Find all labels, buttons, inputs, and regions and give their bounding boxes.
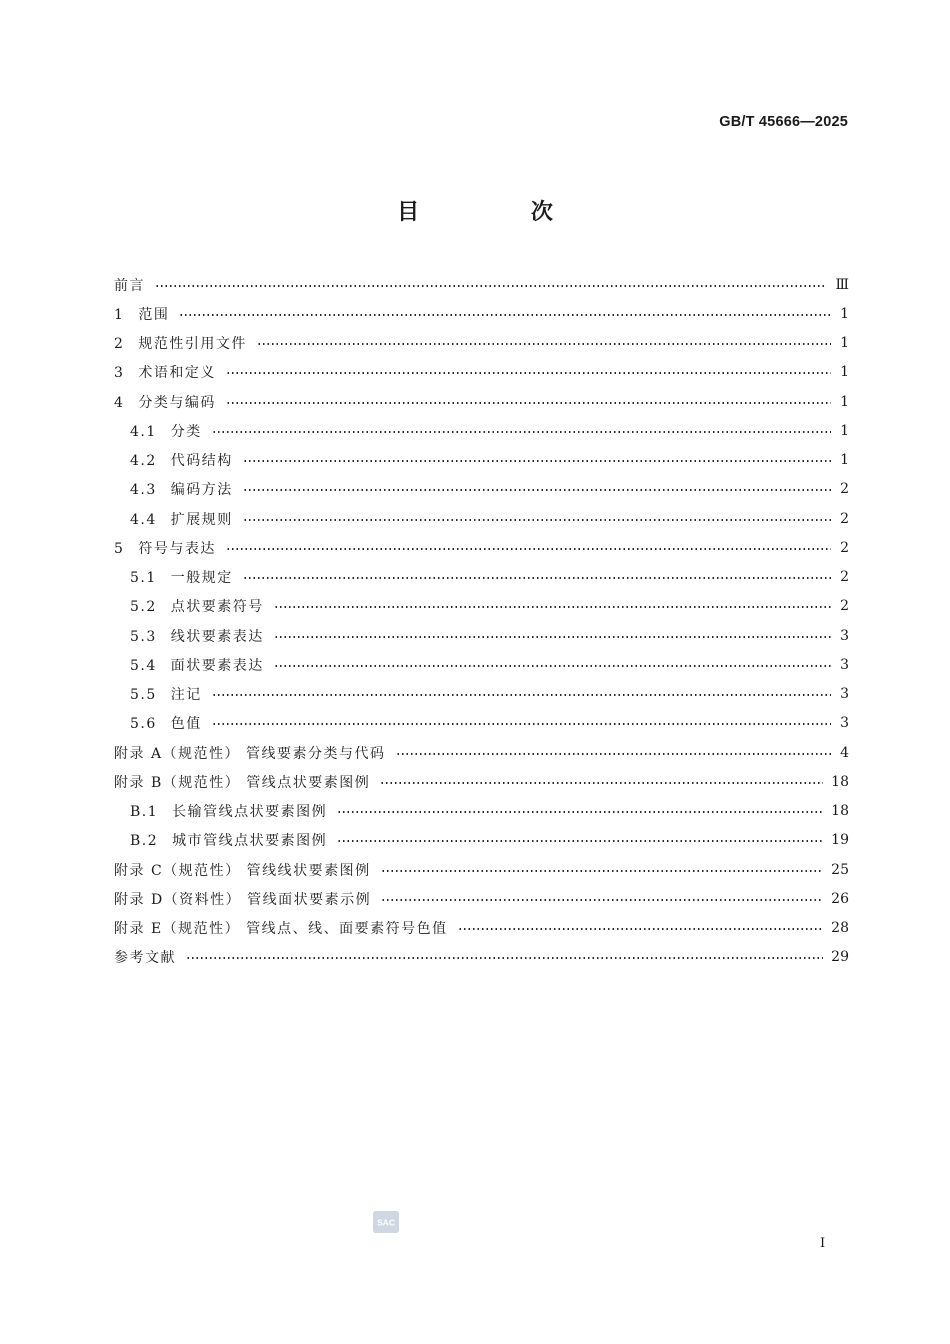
dot-leader [243,577,831,579]
table-of-contents [114,270,849,972]
dot-leader [226,548,831,550]
toc-entry-number: 5 [114,540,125,557]
toc-entry-text: 一般规定 [170,570,233,587]
toc-entry[interactable] [114,563,849,592]
toc-entry-number: 2 [114,336,125,353]
toc-entry-number: 3 [114,365,125,382]
dot-leader [212,723,831,725]
toc-entry[interactable] [114,884,849,913]
toc-entry-number: 5.4 [130,657,157,674]
toc-entry-page: 3 [840,656,849,673]
toc-entry-page: 28 [831,920,849,937]
toc-entry-page: 1 [840,305,849,322]
toc-entry-text: 代码结构 [170,453,233,470]
toc-entry-text: 编码方法 [170,482,233,499]
toc-entry-page: 2 [840,510,849,527]
toc-entry-number: 5.6 [130,716,157,733]
dot-leader [381,870,824,872]
toc-entry-text: 前言 [114,277,145,294]
toc-entry-text: 术语和定义 [138,365,216,382]
standard-number: GB/T 45666—2025 [719,114,848,130]
toc-entry-text: 符号与表达 [138,540,216,557]
dot-leader [396,753,831,755]
toc-entry-page: 1 [840,335,849,352]
dot-leader [380,782,823,784]
watermark-text: SAC [377,1217,395,1228]
toc-entry-number: 5.5 [130,687,157,704]
page-number: I [820,1236,826,1251]
toc-entry-number: 4.1 [130,423,157,440]
toc-entry-text: 扩展规则 [170,511,233,528]
toc-entry-label [114,362,216,382]
toc-entry[interactable] [114,709,849,738]
toc-entry-text: 城市管线点状要素图例 [172,833,328,850]
toc-entry-text: 面状要素表达 [170,657,264,674]
toc-entry-page: Ⅲ [835,276,849,293]
toc-entry-label [114,889,371,909]
toc-entry[interactable] [114,475,849,504]
dot-leader [226,402,831,404]
toc-entry-number: B.2 [130,833,159,850]
dot-leader [243,460,831,462]
toc-entry-label [114,860,371,880]
dot-leader [243,519,831,521]
toc-entry-label [130,567,233,587]
toc-entry-number: 4 [114,394,125,411]
toc-entry[interactable] [114,943,849,972]
toc-entry-text: 分类与编码 [138,394,216,411]
toc-entry-page: 3 [840,627,849,644]
toc-entry-page: 3 [840,686,849,703]
toc-entry[interactable] [114,299,849,328]
toc-entry[interactable] [114,416,849,445]
toc-entry-label [130,626,264,646]
toc-entry-text: 范围 [138,306,170,323]
dot-leader [212,694,831,696]
toc-entry-label [130,421,202,441]
dot-leader [179,314,831,316]
toc-entry[interactable] [114,621,849,650]
toc-entry-label [114,918,448,938]
toc-entry-number: 4.2 [130,453,157,470]
toc-entry-page: 25 [831,861,849,878]
toc-entry-page: 2 [840,569,849,586]
toc-entry-label [130,830,327,850]
toc-entry-text: 线状要素表达 [170,628,264,645]
toc-entry-label [114,333,247,353]
page-title: 目 次 [397,200,605,225]
toc-entry-label [114,275,145,295]
toc-entry-label [130,450,233,470]
toc-entry-page: 1 [840,393,849,410]
toc-entry-page: 2 [840,539,849,556]
toc-entry-text: 规范性引用文件 [138,336,247,353]
toc-entry[interactable] [114,533,849,562]
dot-leader [257,343,831,345]
toc-entry[interactable] [114,738,849,767]
toc-entry-text: 附录 B（规范性） 管线点状要素图例 [114,774,371,791]
toc-entry[interactable] [114,826,849,855]
toc-entry-label [130,655,264,675]
sac-logo-icon [373,1211,399,1233]
dot-leader [212,431,831,433]
toc-entry-text: 点状要素符号 [170,599,264,616]
toc-entry-label [114,772,370,792]
toc-entry-text: 注记 [170,687,202,704]
toc-entry-page: 2 [840,481,849,498]
toc-entry[interactable] [114,914,849,943]
toc-entry-label [130,509,233,529]
toc-entry-page: 3 [840,715,849,732]
toc-entry-text: 分类 [170,423,202,440]
toc-entry-number: 1 [114,306,125,323]
dot-leader [337,811,823,813]
dot-leader [381,899,823,901]
toc-entry-text: 附录 C（规范性） 管线线状要素图例 [114,862,371,879]
toc-entry-page: 2 [840,598,849,615]
toc-entry-number: 4.4 [130,511,157,528]
dot-leader [274,665,831,667]
toc-entry-label [130,684,202,704]
toc-entry-label [114,743,386,763]
toc-entry[interactable] [114,650,849,679]
toc-entry-label [114,304,169,324]
toc-entry-number: B.1 [130,804,159,821]
toc-entry-page: 1 [840,422,849,439]
toc-entry-label [114,392,216,412]
toc-entry-number: 5.2 [130,599,157,616]
toc-entry-page: 4 [840,744,849,761]
toc-entry[interactable] [114,270,849,299]
toc-entry-text: 长输管线点状要素图例 [172,804,328,821]
toc-entry-text: 附录 D（资料性） 管线面状要素示例 [114,891,372,908]
toc-entry-page: 26 [831,890,849,907]
toc-entry-number: 4.3 [130,482,157,499]
toc-entry[interactable] [114,680,849,709]
toc-entry-text: 色值 [170,716,202,733]
dot-leader [337,840,823,842]
toc-entry-label [130,801,327,821]
toc-entry-page: 1 [840,452,849,469]
toc-entry-text: 附录 A（规范性） 管线要素分类与代码 [114,745,386,762]
toc-entry-label [114,947,176,967]
toc-entry-label [114,538,216,558]
dot-leader [274,636,831,638]
toc-entry[interactable] [114,797,849,826]
toc-entry-label [130,713,202,733]
toc-entry[interactable] [114,504,849,533]
toc-entry[interactable] [114,329,849,358]
toc-entry[interactable] [114,855,849,884]
toc-entry[interactable] [114,358,849,387]
dot-leader [186,957,823,959]
toc-entry-number: 5.1 [130,570,157,587]
toc-entry-number: 5.3 [130,628,157,645]
dot-leader [226,372,831,374]
toc-entry-page: 1 [840,364,849,381]
toc-entry-page: 18 [831,773,849,790]
toc-entry[interactable] [114,592,849,621]
toc-entry[interactable] [114,446,849,475]
dot-leader [458,928,824,930]
toc-entry-page: 18 [831,803,849,820]
toc-entry-label [130,479,233,499]
toc-entry-page: 19 [831,832,849,849]
dot-leader [243,489,831,491]
dot-leader [274,606,831,608]
toc-entry[interactable] [114,767,849,796]
toc-entry-text: 附录 E（规范性） 管线点、线、面要素符号色值 [114,921,448,938]
toc-entry-text: 参考文献 [114,950,176,967]
toc-entry[interactable] [114,387,849,416]
toc-entry-page: 29 [831,949,849,966]
toc-entry-label [130,596,264,616]
dot-leader [155,285,827,287]
